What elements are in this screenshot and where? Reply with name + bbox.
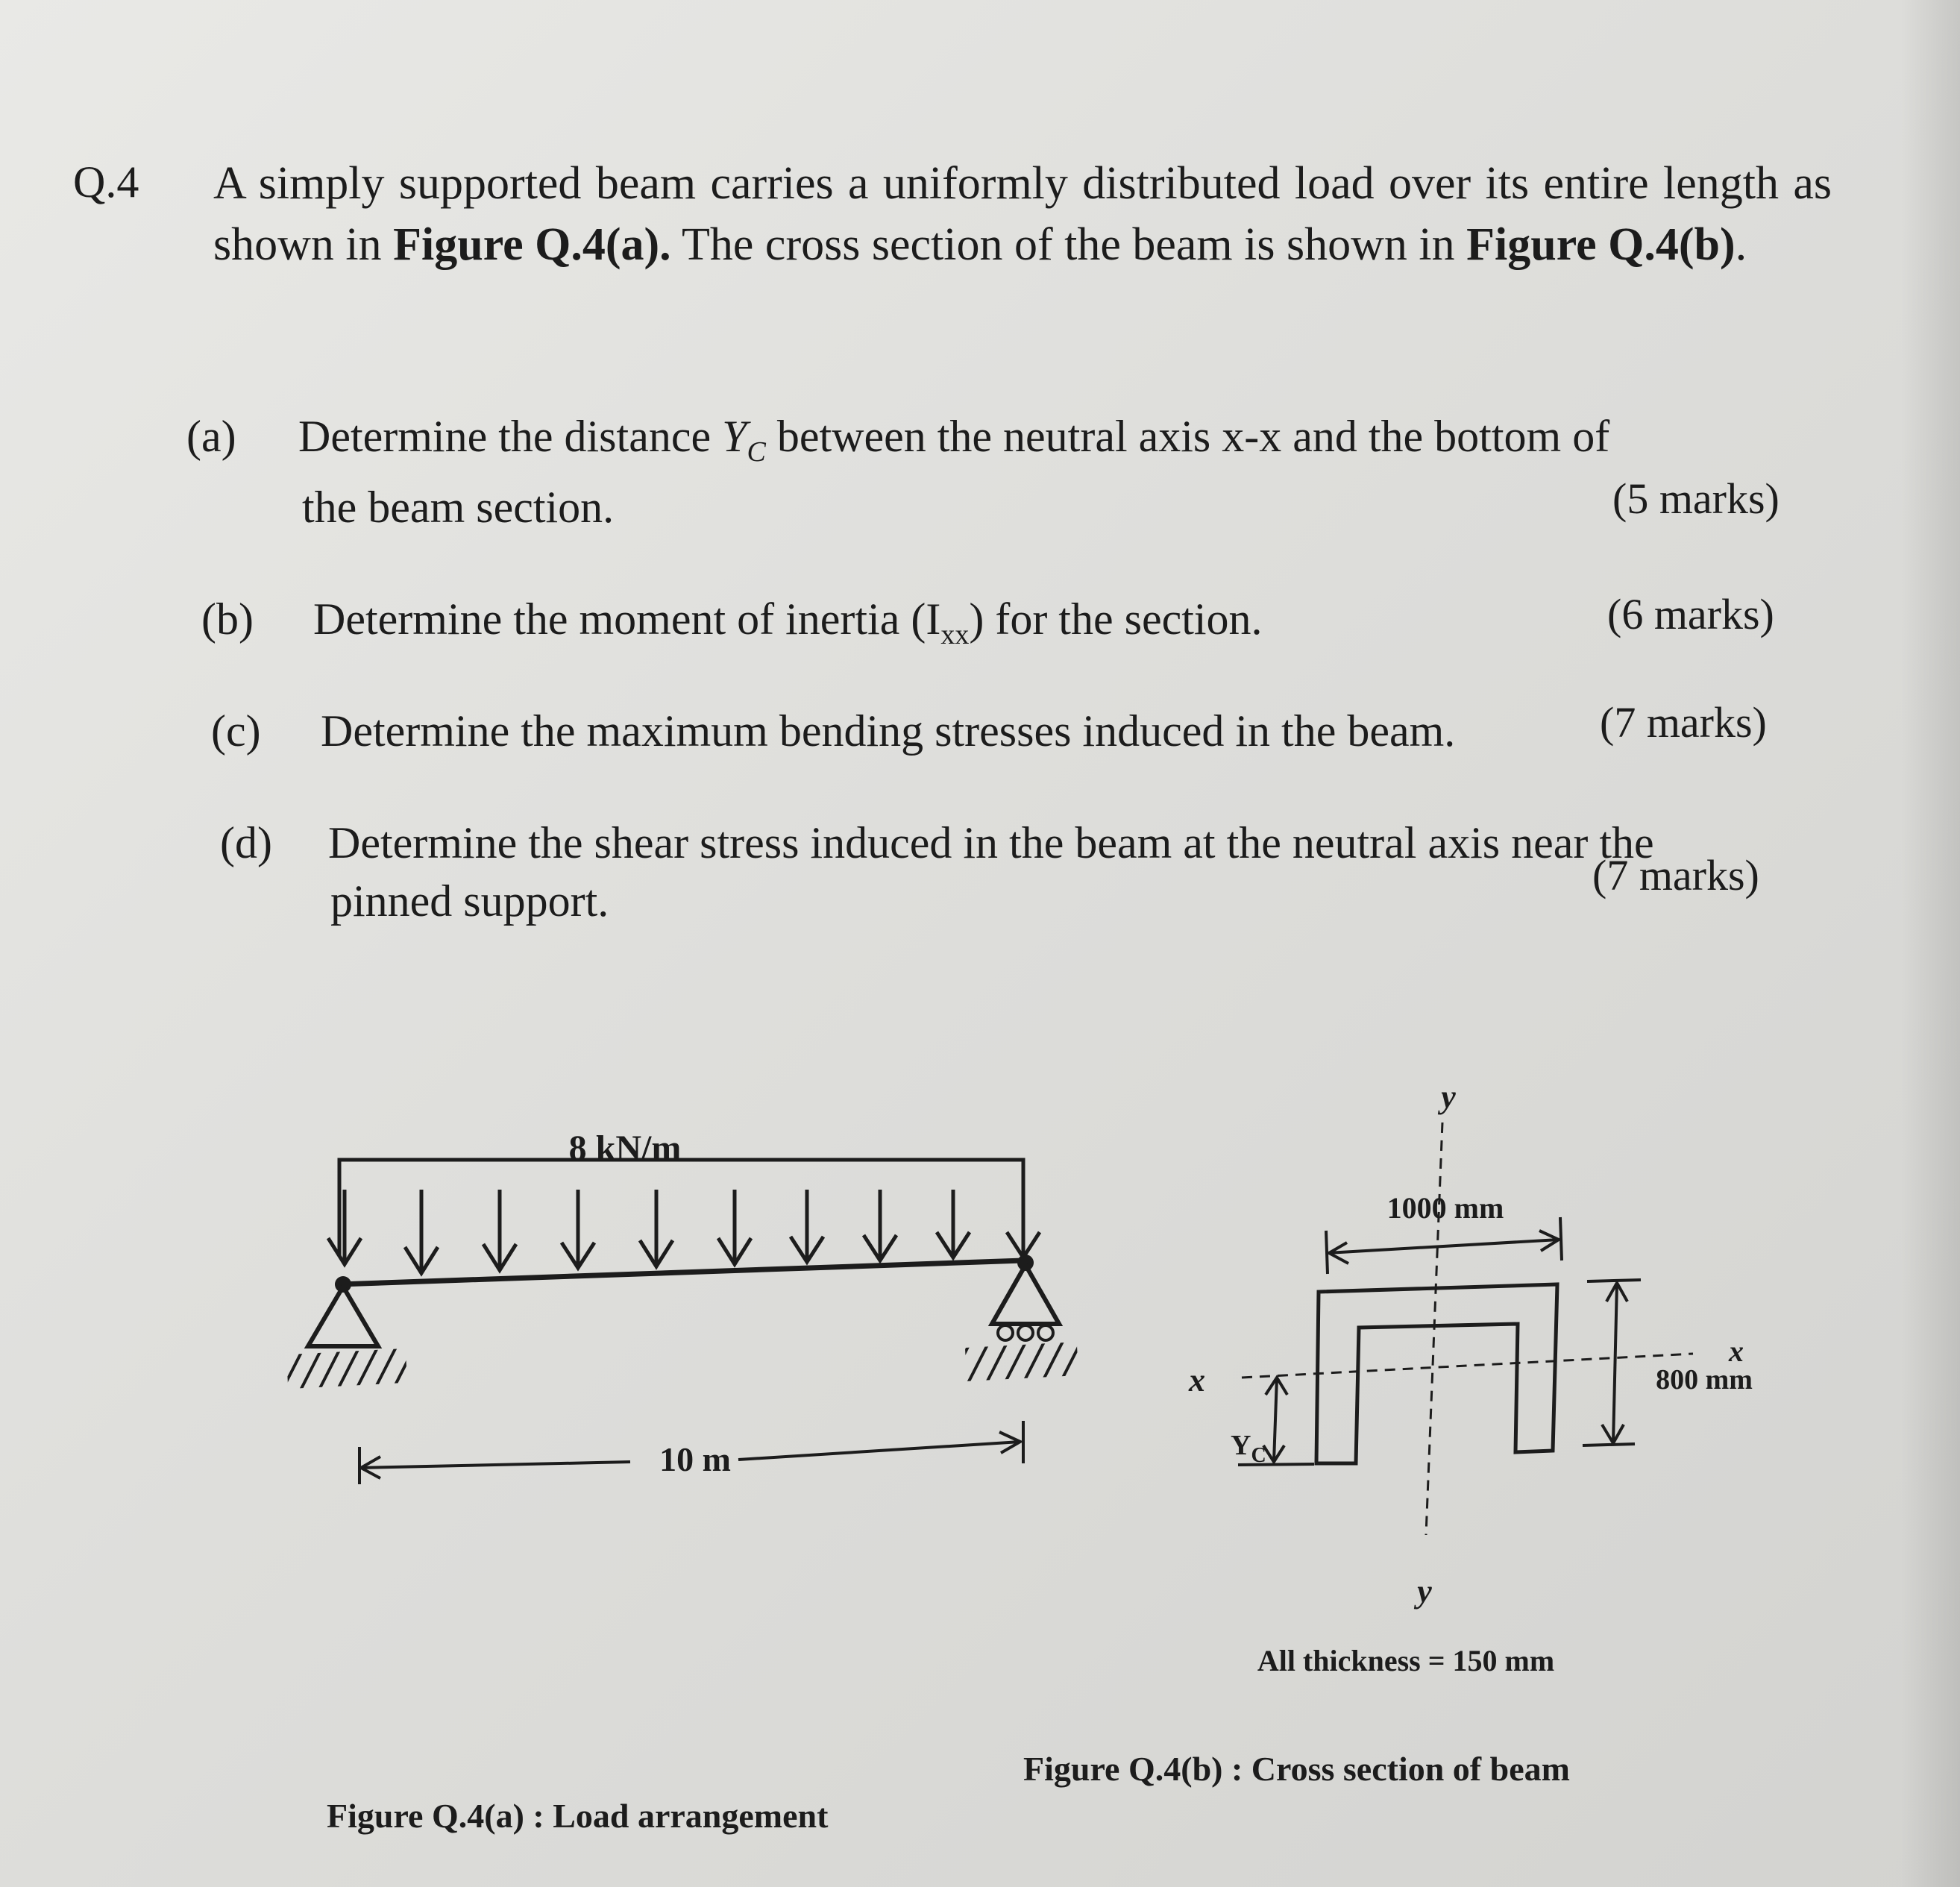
x-axis — [1242, 1354, 1693, 1378]
intro-figure-b-ref: Figure Q.4(b) — [1466, 219, 1736, 270]
udl-arrow — [483, 1190, 516, 1270]
height-dimension — [1583, 1280, 1641, 1445]
beam — [339, 1260, 1023, 1284]
x-axis-left-label: x — [1189, 1362, 1205, 1398]
part-d-text-line1: Determine the shear stress induced in the beam at the neutral axis near the — [328, 818, 1654, 867]
part-d-marks: (7 marks) — [1592, 851, 1759, 899]
figure-a-load-arrangement — [286, 1128, 1078, 1484]
udl-arrow — [328, 1190, 361, 1264]
span-label: 10 m — [659, 1440, 731, 1478]
udl-arrow — [640, 1190, 673, 1266]
udl-frame — [339, 1160, 1023, 1255]
thickness-note: All thickness = 150 mm — [1257, 1644, 1555, 1677]
intro-text-1: A simply supported beam carries a uniformly distributed load over its entire length as shown in — [213, 158, 1832, 270]
udl-arrow — [937, 1190, 970, 1258]
pin-support — [286, 1276, 407, 1389]
beam-section-outline — [1316, 1284, 1557, 1463]
intro-figure-a-ref: Figure Q.4(a). — [393, 219, 671, 270]
part-c-label: (c) — [211, 706, 261, 756]
udl-arrow — [562, 1190, 594, 1268]
udl-arrow — [1007, 1190, 1040, 1258]
part-c-marks: (7 marks) — [1600, 698, 1767, 747]
part-b-marks: (6 marks) — [1607, 590, 1774, 638]
figure-a-caption: Figure Q.4(a) : Load arrangement — [327, 1797, 829, 1835]
figure-b-cross-section — [1188, 1078, 1753, 1677]
width-label: 1000 mm — [1386, 1191, 1504, 1225]
part-a-text: Determine the distance $Y_C$ between the neutral axis x-x and the bottom of — [298, 412, 1610, 468]
y-axis-top-label: y — [1441, 1078, 1456, 1115]
part-a-text-line2: the beam section. — [302, 483, 615, 532]
part-a-marks: (5 marks) — [1612, 474, 1780, 523]
yc-symbol: $Y_C$ — [722, 412, 766, 468]
yc-label: $Y_C$ — [1231, 1430, 1266, 1467]
width-dimension — [1326, 1217, 1562, 1274]
part-d-label: (d) — [220, 818, 272, 867]
udl-arrow — [405, 1190, 438, 1273]
part-a-label: (a) — [186, 412, 236, 461]
question-number: Q.4 — [73, 157, 139, 207]
figure-b-caption: Figure Q.4(b) : Cross section of beam — [1023, 1750, 1570, 1788]
udl-arrow — [791, 1190, 823, 1262]
udl-arrow — [864, 1190, 896, 1260]
y-axis-bottom-label: y — [1417, 1573, 1432, 1610]
udl-arrow — [718, 1190, 751, 1264]
x-axis-right-label: x — [1729, 1334, 1744, 1368]
part-b-label: (b) — [201, 594, 254, 644]
roller-support — [965, 1255, 1078, 1381]
udl-arrows — [328, 1190, 1040, 1273]
intro-text-3: . — [1735, 219, 1747, 270]
intro-text-2: The cross section of the beam is shown in — [670, 219, 1467, 270]
part-c-text: Determine the maximum bending stresses induced in the beam. — [321, 706, 1456, 756]
height-label: 800 mm — [1656, 1364, 1753, 1395]
part-b-text: Determine the moment of inertia $(I_{xx})$ for the section. — [313, 594, 1263, 650]
part-d-text-line2: pinned support. — [330, 876, 609, 926]
load-label: 8 kN/m — [568, 1128, 682, 1168]
y-axis — [1426, 1123, 1442, 1535]
